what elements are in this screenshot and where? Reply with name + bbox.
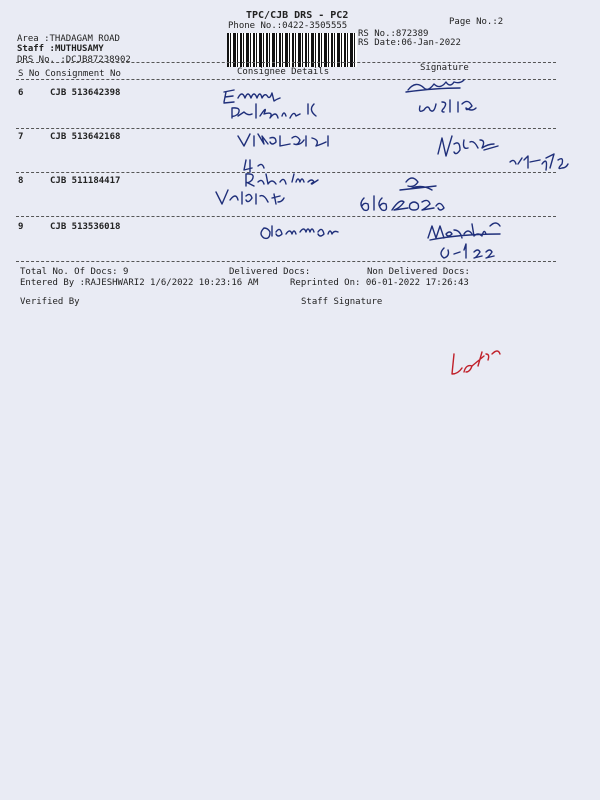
row-sno: 8: [18, 176, 24, 186]
staff-name: MUTHUSAMY: [54, 44, 104, 54]
signature-handwriting: [356, 172, 452, 216]
consignee-handwriting: [212, 170, 332, 216]
row-consignment: CJB 513642168: [50, 132, 121, 142]
verified-by: Verified By: [20, 297, 80, 307]
signature-handwriting: [424, 124, 584, 172]
signature-handwriting: [398, 78, 508, 120]
row-sno: 9: [18, 222, 24, 232]
reprinted-on: Reprinted On: 06-01-2022 17:26:43: [290, 278, 469, 288]
staff-label: Staff :: [17, 44, 55, 54]
row-consignment: CJB 513536018: [50, 222, 121, 232]
page-number: Page No.:2: [449, 17, 504, 27]
row-consignment: CJB 513642398: [50, 88, 121, 98]
total-docs: Total No. Of Docs: 9: [20, 267, 129, 277]
consignee-handwriting: [258, 220, 348, 242]
column-header-consignee: Consignee Details: [237, 67, 330, 77]
row-sno: 7: [18, 132, 24, 142]
column-header-sno: S No: [18, 69, 40, 79]
phone-number: Phone No.:0422-3505555: [228, 21, 348, 31]
non-delivered-docs: Non Delivered Docs:: [367, 267, 470, 277]
report-title: TPC/CJB DRS - PC2: [246, 10, 349, 21]
row-sno: 6: [18, 88, 24, 98]
row-consignment: CJB 511184417: [50, 176, 121, 186]
column-header-signature: Signature: [420, 63, 469, 73]
area-label: Area :THADAGAM ROAD: [17, 34, 120, 44]
staff-row: [17, 44, 104, 54]
rs-date: RS Date:06-Jan-2022: [358, 38, 461, 48]
signature-handwriting: [424, 216, 514, 264]
consignee-handwriting: [222, 84, 332, 126]
drs-number: DRS No. :DCJB87238902: [17, 55, 131, 65]
divider: [16, 62, 556, 63]
rs-number: RS No.:872389: [358, 29, 429, 39]
delivered-docs: Delivered Docs:: [229, 267, 311, 277]
divider: [16, 261, 556, 262]
staff-signature-label: Staff Signature: [301, 297, 383, 307]
entered-by: Entered By :RAJESHWARI2 1/6/2022 10:23:16 AM: [20, 278, 259, 288]
red-initials-signature: [448, 344, 508, 384]
column-header-consignment: Consignment No: [45, 69, 121, 79]
